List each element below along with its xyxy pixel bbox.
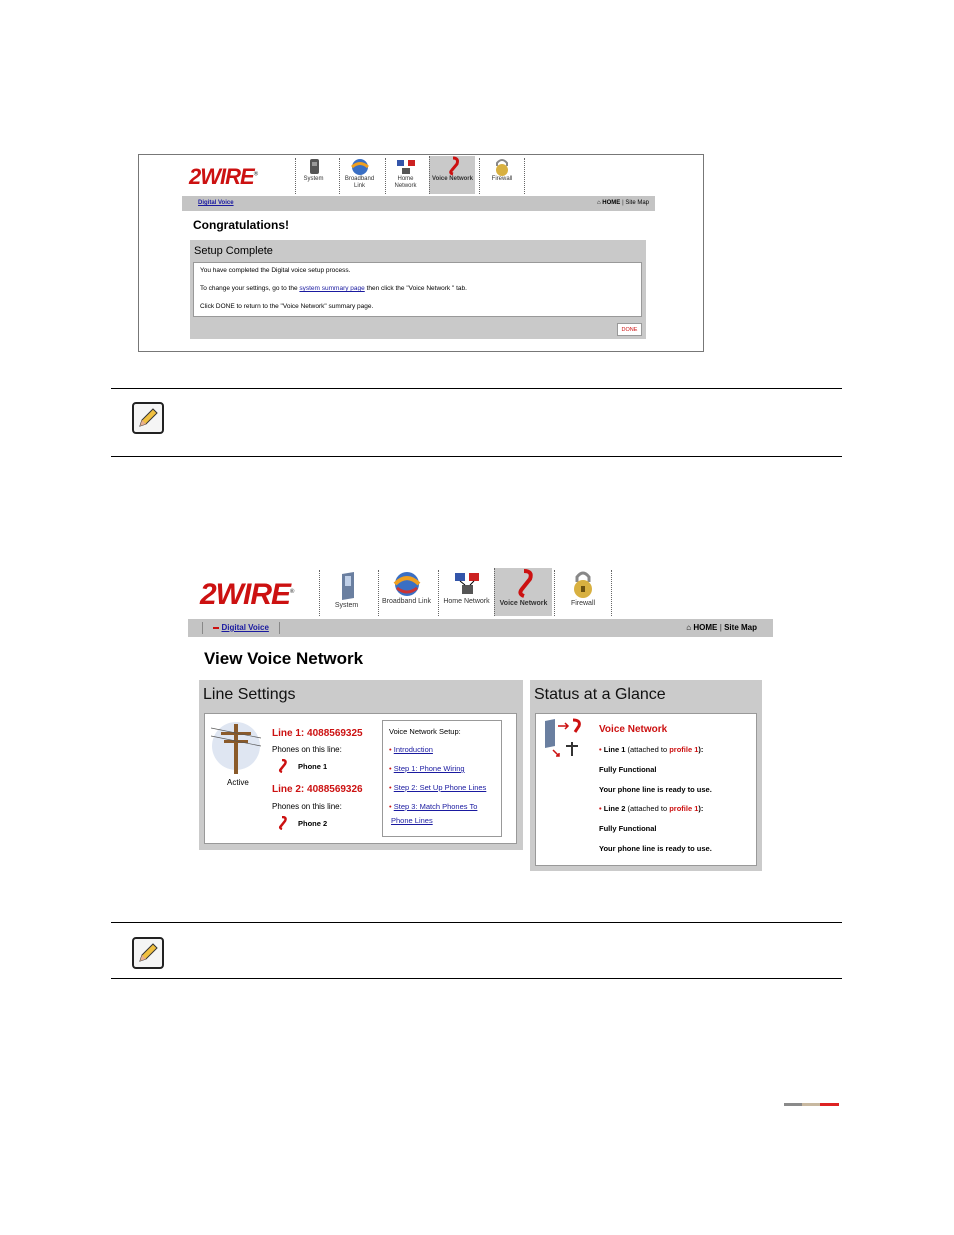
tab-broadband-link[interactable]: Broadband Link [339, 158, 379, 194]
home-links: ⌂ HOME | Site Map [596, 200, 649, 206]
done-button[interactable]: DONE [617, 323, 642, 336]
home-network-icon [396, 158, 416, 176]
tab-broadband-link[interactable]: Broadband Link [378, 570, 434, 616]
status-line-2-message: Your phone line is ready to use. [599, 844, 712, 853]
line-settings-panel [199, 680, 523, 850]
tab-home-network[interactable]: Home Network [438, 570, 494, 616]
home-link[interactable]: HOME [602, 200, 621, 206]
telephone-pole-icon [211, 718, 261, 778]
system-icon [334, 570, 360, 602]
voice-network-setup-box: Voice Network Setup: • Introduction • Step 1: Phone Wiring • Step 2: Set Up Phone Lines • Step 3: Match Phones To Phone Lines [382, 720, 502, 837]
status-line-1: • Line 1 (attached to profile 1): [599, 745, 704, 754]
panel-title: Setup Complete [194, 245, 273, 257]
status-line-2: • Line 2 (attached to profile 1): [599, 804, 704, 813]
bullet-marker [213, 627, 219, 629]
phones-label-2: Phones on this line: [272, 802, 342, 811]
line-2-number: Line 2: 4088569326 [272, 784, 363, 795]
status-body [535, 713, 757, 866]
tab-system[interactable]: System [295, 158, 331, 194]
padlock-icon [569, 570, 597, 600]
status-line-2-state: Fully Functional [599, 824, 657, 833]
broadband-globe-icon [350, 158, 370, 176]
page-title: View Voice Network [204, 649, 364, 668]
note-top-rule [111, 922, 842, 923]
status-line-1-message: Your phone line is ready to use. [599, 785, 712, 794]
message-line-2: To change your settings, go to the system summary page then click the "Voice Network " tab. [200, 285, 467, 292]
nav-bar [188, 619, 773, 637]
phone-icon [276, 816, 288, 830]
2wire-logo: 2WIRE® [200, 578, 294, 611]
padlock-icon [492, 158, 512, 176]
footer-color-bar [784, 1103, 839, 1106]
system-icon [306, 158, 322, 176]
setup-box-title: Voice Network Setup: [389, 727, 461, 736]
system-summary-link[interactable]: system summary page [299, 285, 365, 292]
phone-icon [445, 156, 461, 176]
tab-home-network[interactable]: Home Network [385, 158, 425, 194]
broadband-globe-icon [393, 570, 421, 598]
tab-system[interactable]: System [319, 570, 373, 616]
nav-bar [182, 196, 655, 211]
link-step-3[interactable]: Step 3: Match Phones To [393, 802, 478, 811]
phone-1-name: Phone 1 [298, 762, 328, 771]
panel-body [193, 262, 642, 317]
message-line-3: Click DONE to return to the "Voice Network" summary page. [200, 303, 374, 310]
home-icon: ⌂ [686, 623, 692, 632]
2wire-logo: 2WIRE® [189, 164, 258, 189]
tab-voice-network[interactable]: Voice Network [429, 156, 475, 194]
note-bottom-rule [111, 456, 842, 457]
page-title: Congratulations! [193, 218, 289, 232]
home-links: ⌂ HOME | Site Map [686, 623, 757, 632]
link-step-1[interactable]: Step 1: Phone Wiring [393, 764, 465, 773]
phone-2-name: Phone 2 [298, 819, 328, 828]
status-line-1-state: Fully Functional [599, 765, 657, 774]
home-link[interactable]: HOME [693, 623, 718, 632]
note-top-rule [111, 388, 842, 389]
tab-voice-network[interactable]: Voice Network [494, 568, 552, 616]
line-settings-title: Line Settings [203, 686, 296, 703]
message-line-1: You have completed the Digital voice setup process. [200, 267, 351, 274]
pencil-note-icon [132, 937, 164, 969]
status-subtitle: Voice Network [599, 724, 668, 735]
voice-network-status-icon [541, 718, 587, 758]
tab-firewall[interactable]: Firewall [554, 570, 612, 616]
pencil-note-icon [132, 402, 164, 434]
home-icon: ⌂ [596, 200, 601, 206]
phone-icon [512, 568, 536, 600]
status-panel [530, 680, 762, 871]
setup-complete-panel [190, 240, 646, 339]
phone-icon [276, 759, 288, 773]
link-introduction[interactable]: Introduction [393, 745, 433, 754]
site-map-link[interactable]: Site Map [724, 623, 757, 632]
status-title: Status at a Glance [534, 686, 666, 703]
line-settings-body [204, 713, 517, 844]
line-1-number: Line 1: 4088569325 [272, 728, 363, 739]
line-status: Active [227, 778, 249, 787]
site-map-link[interactable]: Site Map [625, 200, 649, 206]
home-network-icon [453, 570, 481, 598]
breadcrumb-digital-voice[interactable]: Digital Voice [198, 200, 234, 206]
view-voice-network-screenshot [188, 568, 773, 873]
tab-firewall[interactable]: Firewall [479, 158, 525, 194]
link-step-2[interactable]: Step 2: Set Up Phone Lines [393, 783, 487, 792]
breadcrumb-digital-voice[interactable]: Digital Voice [221, 623, 269, 632]
phones-label-1: Phones on this line: [272, 745, 342, 754]
setup-complete-screenshot [138, 154, 704, 352]
link-step-3-cont[interactable]: Phone Lines [391, 816, 433, 825]
note-bottom-rule [111, 978, 842, 979]
